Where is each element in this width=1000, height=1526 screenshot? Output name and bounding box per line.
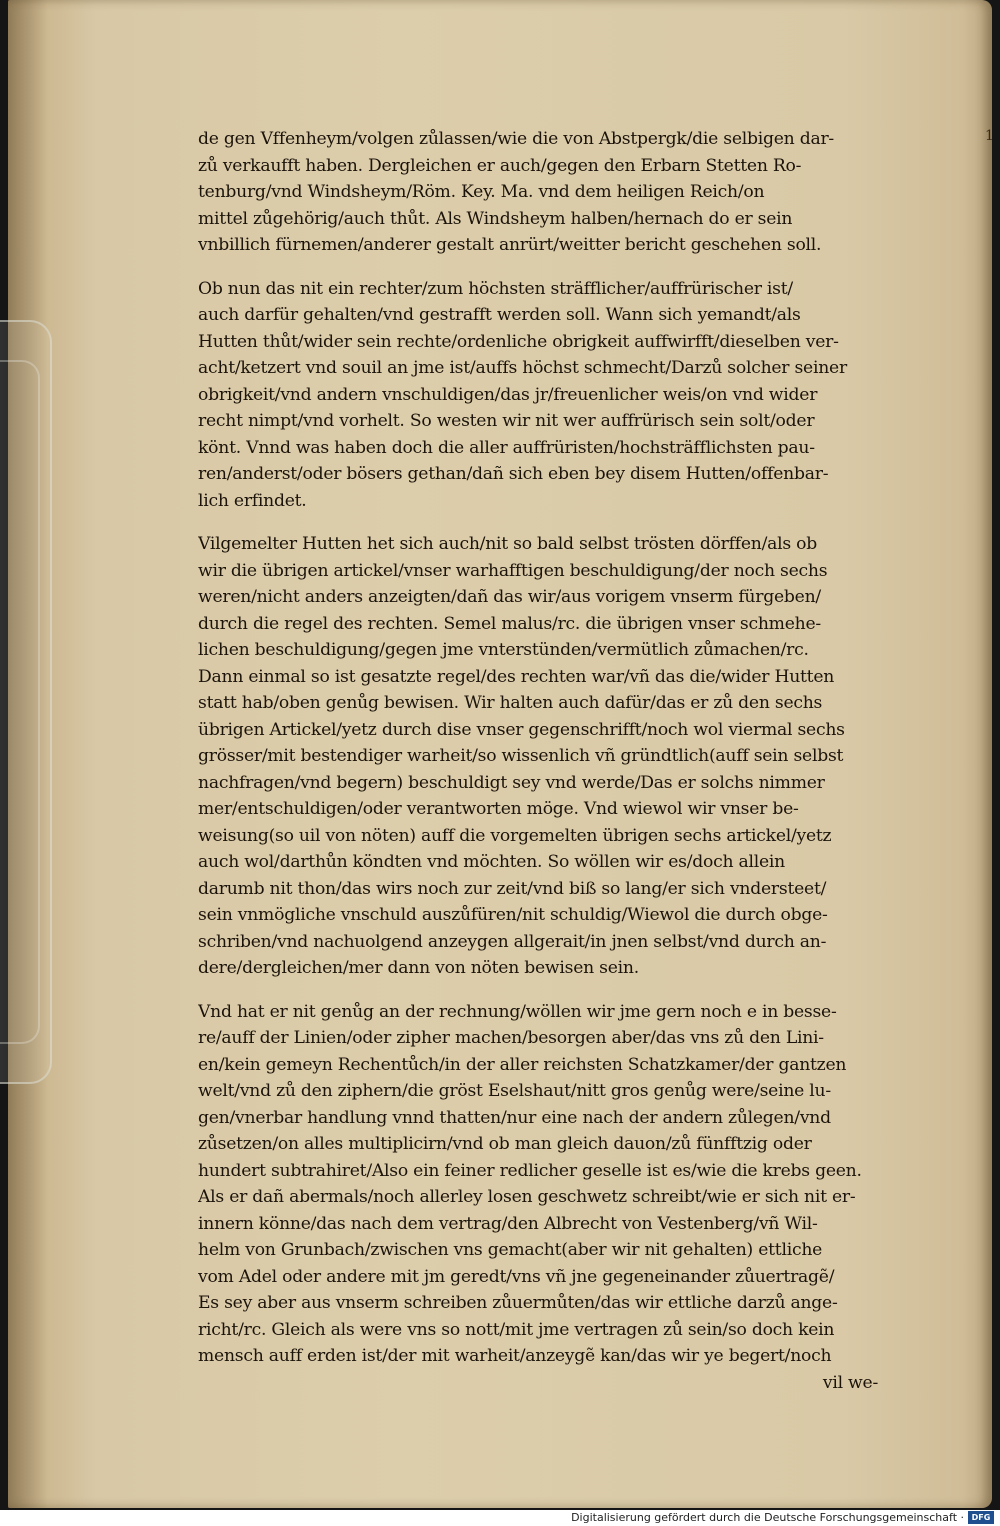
text-line: welt/vnd zů den ziphern/die gröst Eselshaut/nitt gros genůg were/seine lu- [198,1081,831,1101]
text-line: auch wol/darthůn köndten vnd möchten. So wöllen wir es/doch allein [198,852,785,872]
text-line: lichen beschuldigung/gegen jme vnterstünden/vermütlich zůmachen/rc. [198,640,809,660]
text-line: ren/anderst/oder bösers gethan/dañ sich eben bey disem Hutten/offenbar- [198,464,829,484]
text-line: auch darfür gehalten/vnd gestrafft werden soll. Wann sich yemandt/als [198,305,801,325]
text-line: Es sey aber aus vnserm schreiben zůuermůten/das wir ettliche darzů ange- [198,1293,838,1313]
catchword: vil we- [822,1372,878,1393]
text-line: mer/entschuldigen/oder verantworten möge. Vnd wiewol wir vnser be- [198,799,799,819]
text-line: obrigkeit/vnd andern vnschuldigen/das jr/freuenlicher weis/on vnd wider [198,384,818,405]
paragraph-1 [198,126,878,259]
text-line: zůsetzen/on alles multiplicirn/vnd ob man gleich dauon/zů fünfftzig oder [198,1134,812,1154]
paragraph-4 [198,999,878,1397]
text-line: en/kein gemeyn Rechentůch/in der aller reichsten Schatzkamer/der gantzen [198,1054,847,1075]
text-line: re/auff der Linien/oder zipher machen/besorgen aber/das vns zů den Lini- [198,1028,824,1048]
text-line: durch die regel des rechten. Semel malus/rc. die übrigen vnser schmehe- [198,613,821,634]
footer-credit: Digitalisierung gefördert durch die Deutsche Forschungsgemeinschaft · [571,1511,964,1524]
text-line: nachfragen/vnd begern) beschuldigt sey vnd werde/Das er solchs nimmer [198,772,825,793]
text-line: weisung(so uil von nöten) auff die vorgemelten übrigen sechs artickel/yetz [198,825,832,846]
dfg-logo: DFG [968,1511,994,1524]
text-line: könt. Vnnd was haben doch die aller auffrüristen/hochsträfflichsten pau- [198,437,815,458]
page-text-block [198,126,878,1396]
text-line: helm von Grunbach/zwischen vns gemacht(aber wir nit gehalten) ettliche [198,1240,823,1260]
paragraph-2 [198,276,878,515]
text-line: übrigen Artickel/yetz durch dise vnser gegenschrifft/noch wol viermal sechs [198,719,845,740]
text-line: sein vnmögliche vnschuld auszůfüren/nit schuldig/Wiewol die durch obge- [198,905,828,925]
text-line: Dann einmal so ist gesatzte regel/des rechten war/vñ das die/wider Hutten [198,666,835,687]
text-line: hundert subtrahiret/Also ein feiner redlicher geselle ist es/wie die krebs geen. [198,1160,862,1181]
text-line: Ob nun das nit ein rechter/zum höchsten sträfflicher/auffrürischer ist/ [198,278,793,299]
text-line: schriben/vnd nachuolgend anzeygen allgerait/in jnen selbst/vnd durch an- [198,931,827,952]
text-line: Vilgemelter Hutten het sich auch/nit so bald selbst trösten dörffen/als ob [198,534,818,554]
paragraph-3 [198,531,878,982]
paragraph-gap [198,982,878,999]
text-line: vnbillich fürnemen/anderer gestalt anrürt/weitter bericht geschehen soll. [198,235,822,255]
text-line: acht/ketzert vnd souil an jme ist/auffs höchst schmecht/Darzů solcher seiner [198,358,847,378]
text-line: Als er dañ abermals/noch allerley losen geschwetz schreibt/wie er sich nit er- [198,1187,856,1207]
text-line: Hutten thůt/wider sein rechte/ordenliche obrigkeit auffwirfft/dieselben ver- [198,331,839,352]
paragraph-gap [198,514,878,531]
text-line: vom Adel oder andere mit jm geredt/vns vñ jne gegeneinander zůuertragẽ/ [198,1266,835,1287]
corner-mark: 1 [985,128,994,144]
text-line: weren/nicht anders anzeigten/dañ das wir/aus vorigem vnserm fürgeben/ [198,587,821,607]
text-line: grösser/mit bestendiger warheit/so wissenlich vñ gründtlich(auff sein selbst [198,746,844,766]
text-line: statt hab/oben genůg bewisen. Wir halten auch dafür/das er zů den sechs [198,693,823,713]
footer-bar [0,1510,1000,1526]
text-line: lich erfindet. [198,490,307,511]
text-line: gen/vnerbar handlung vnnd thatten/nur eine nach der andern zůlegen/vnd [198,1107,831,1128]
text-line: zů verkaufft haben. Dergleichen er auch/gegen den Erbarn Stetten Ro- [198,155,802,176]
book-clamp-inner [0,360,40,1044]
text-line: darumb nit thon/das wirs noch zur zeit/vnd biß so lang/er sich vndersteet/ [198,878,827,899]
paragraph-gap [198,259,878,276]
text-line: wir die übrigen artickel/vnser warhafftigen beschuldigung/der noch sechs [198,560,828,581]
text-line: de gen Vffenheym/volgen zůlassen/wie die von Abstpergk/die selbigen dar- [198,129,834,149]
text-line: mensch auff erden ist/der mit warheit/anzeygẽ kan/das wir ye begert/noch [198,1346,832,1366]
text-line: richt/rc. Gleich als were vns so nott/mit jme vertragen zů sein/so doch kein [198,1319,835,1340]
text-line: Vnd hat er nit genůg an der rechnung/wöllen wir jme gern noch e in besse- [198,1001,837,1022]
text-line: dere/dergleichen/mer dann von nöten bewisen sein. [198,958,639,978]
text-line: innern könne/das nach dem vertrag/den Albrecht von Vestenberg/vñ Wil- [198,1213,818,1234]
text-line: recht nimpt/vnd vorhelt. So westen wir nit wer auffrürisch sein solt/oder [198,411,815,431]
text-line: mittel zůgehörig/auch thůt. Als Windsheym halben/hernach do er sein [198,208,793,229]
text-line: tenburg/vnd Windsheym/Röm. Key. Ma. vnd dem heiligen Reich/on [198,182,765,202]
